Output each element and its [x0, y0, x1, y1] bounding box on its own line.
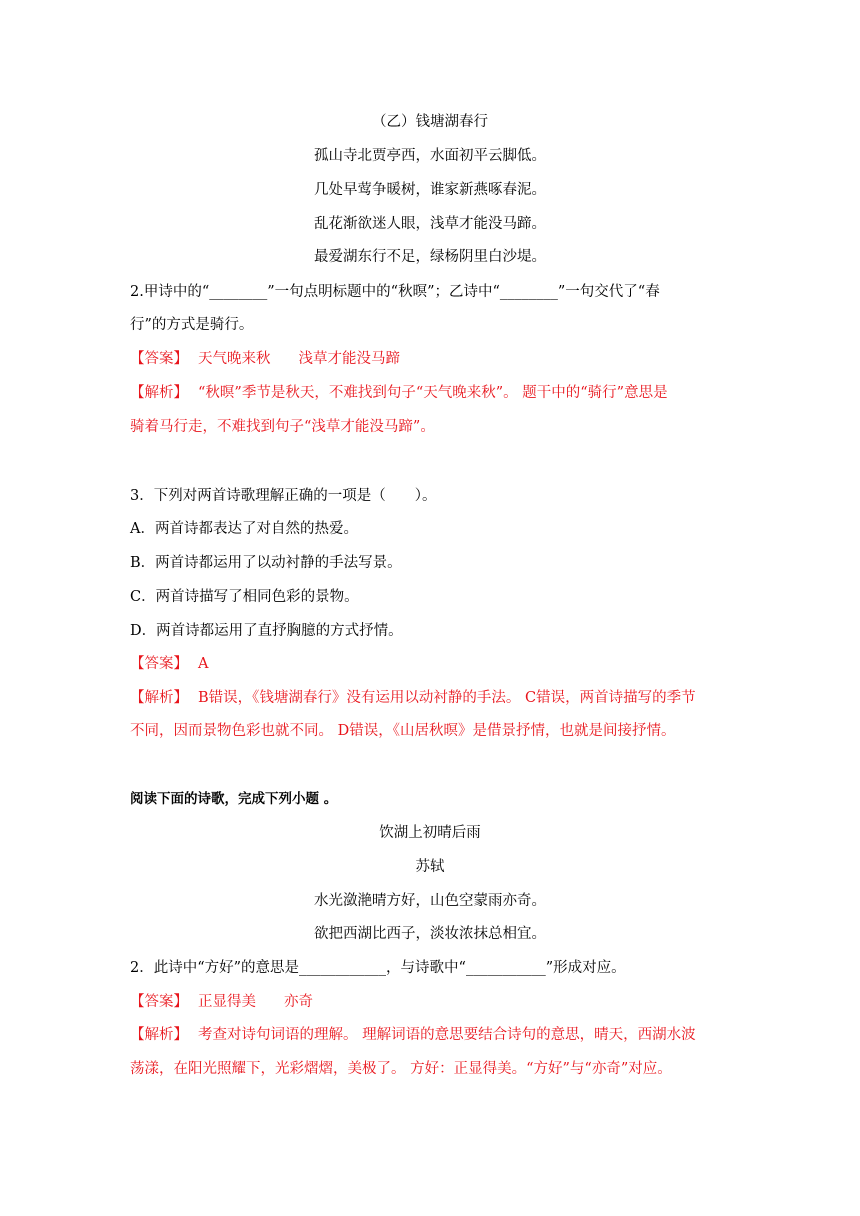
analysis-label: 【解析】 — [130, 1027, 188, 1043]
section-instruction: 阅读下面的诗歌，完成下列小题 。 — [130, 791, 338, 807]
question-2-answer — [130, 349, 750, 369]
answer-label: 【答案】 — [130, 994, 188, 1010]
question-3-option-c: C．两首诗描写了相同色彩的景物。 — [130, 589, 359, 605]
poem-line-2: 几处早莺争暖树，谁家新燕啄春泥。 — [314, 182, 546, 198]
question-2b-analysis-line-1 — [130, 1025, 750, 1045]
analysis-label: 【解析】 — [130, 385, 188, 401]
poem-line-3: 乱花渐欲迷人眼，浅草才能没马蹄。 — [314, 216, 546, 232]
poem-title: （乙）钱塘湖春行 — [372, 114, 488, 130]
question-2-stem-line-2: 行”的方式是骑行。 — [130, 317, 254, 333]
analysis-text: “秋暝”季节是秋天，不难找到句子“天气晚来秋”。 题干中的“骑行”意思是 — [198, 385, 668, 401]
answer-value-2: 亦奇 — [284, 994, 313, 1010]
answer-value-1: 天气晚来秋 — [198, 351, 271, 367]
answer-value: A — [198, 656, 209, 672]
question-2-analysis-line-2: 骑着马行走，不难找到句子“浅草才能没马蹄”。 — [130, 419, 435, 435]
question-2b-answer — [130, 992, 750, 1012]
poem-2-author: 苏轼 — [415, 859, 445, 875]
question-3-option-b: B．两首诗都运用了以动衬静的手法写景。 — [130, 555, 402, 571]
poem-2-line-2: 欲把西湖比西子，淡妆浓抹总相宜。 — [314, 926, 546, 942]
answer-value-2: 浅草才能没马蹄 — [298, 351, 400, 367]
question-3-analysis-line-1 — [130, 688, 750, 708]
analysis-label: 【解析】 — [130, 690, 188, 706]
analysis-text: B错误，《钱塘湖春行》没有运用以动衬静的手法。 C错误，两首诗描写的季节 — [198, 690, 696, 706]
question-2b-analysis-line-2: 荡漾，在阳光照耀下，光彩熠熠，美极了。 方好：正显得美。“方好”与“亦奇”对应。 — [130, 1061, 672, 1077]
question-3-stem: 3．下列对两首诗歌理解正确的一项是（ ）。 — [130, 488, 437, 504]
question-3-answer — [130, 654, 750, 674]
question-2-stem-line-1: 2.甲诗中的“________”一句点明标题中的“秋暝”；乙诗中“________”一句交代了“春 — [130, 284, 660, 300]
question-3-option-d: D．两首诗都运用了直抒胸臆的方式抒情。 — [130, 623, 403, 639]
question-3-analysis-line-2: 不同，因而景物色彩也就不同。 D错误，《山居秋暝》是借景抒情，也就是间接抒情。 — [130, 723, 676, 739]
poem-2-title: 饮湖上初晴后雨 — [379, 825, 481, 841]
question-2-analysis-line-1 — [130, 383, 750, 403]
poem-2-line-1: 水光潋滟晴方好，山色空蒙雨亦奇。 — [314, 893, 546, 909]
answer-value-1: 正显得美 — [198, 994, 256, 1010]
answer-label: 【答案】 — [130, 351, 188, 367]
answer-label: 【答案】 — [130, 656, 188, 672]
question-2b-stem: 2．此诗中“方好”的意思是____________，与诗歌中“___________”形成对应。 — [130, 960, 626, 976]
poem-line-1: 孤山寺北贾亭西，水面初平云脚低。 — [314, 148, 546, 164]
question-3-option-a: A．两首诗都表达了对自然的热爱。 — [130, 521, 358, 537]
poem-line-4: 最爱湖东行不足，绿杨阴里白沙堤。 — [314, 249, 546, 265]
analysis-text: 考查对诗句词语的理解。 理解词语的意思要结合诗句的意思，晴天，西湖水波 — [198, 1027, 696, 1043]
